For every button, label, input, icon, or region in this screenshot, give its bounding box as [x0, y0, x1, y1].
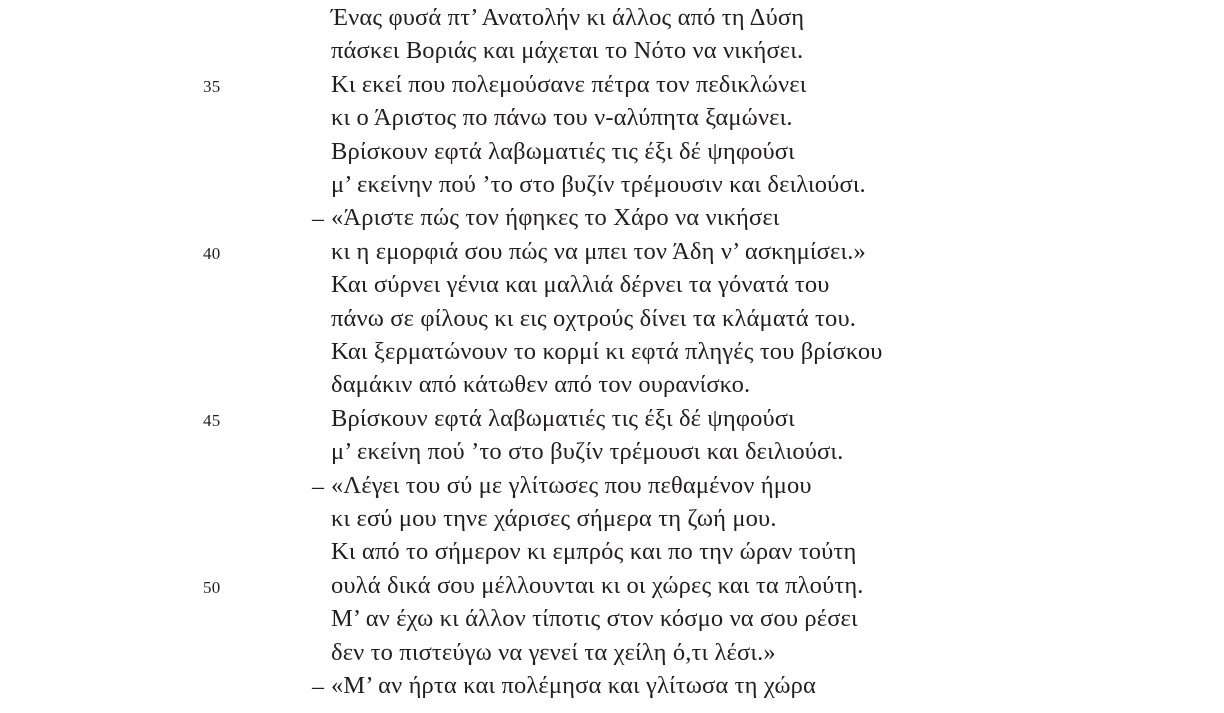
verse-text: Κι εκεί που πολεμούσανε πέτρα τον πεδικλώνει	[331, 70, 807, 98]
verse-text: ουλά δικά σου μέλλουνται κι οι χώρες και τα πλούτη.	[331, 571, 864, 599]
verse-text: πάσκει Βοριάς και μάχεται το Νότο να νικήσει.	[331, 37, 804, 65]
verse-text: Μ’ αν έχω κι άλλον τίποτις στον κόσμο να σου ρέσει	[331, 605, 858, 633]
verse-text: Βρίσκουν εφτά λαβωματιές τις έξι δέ ψηφούσι	[331, 404, 795, 432]
verse-line	[0, 404, 1224, 437]
verse-text: δαμάκιν από κάτωθεν από τον ουρανίσκο.	[331, 371, 751, 399]
verse-line	[0, 571, 1224, 604]
verse-text: δεν το πιστεύγω να γενεί τα χείλη ό,τι λέσι.»	[331, 638, 776, 666]
verse-text: κι εσύ μου τηνε χάρισες σήμερα τη ζωή μου.	[331, 505, 777, 532]
verse-text: Ένας φυσά πτ’ Ανατολήν κι άλλος από τη Δύση	[331, 4, 805, 31]
verse-line	[0, 471, 1224, 504]
verse-line	[0, 36, 1224, 69]
verse-line	[0, 137, 1224, 170]
verse-line	[0, 370, 1224, 403]
verse-line	[0, 170, 1224, 203]
verse-line	[0, 3, 1224, 36]
verse-line	[0, 103, 1224, 136]
verse-text: κι ο Άριστος πο πάνω του ν-αλύπητα ξαμώνει.	[331, 104, 793, 132]
verse-line	[0, 638, 1224, 671]
verse-text: κι η εμορφιά σου πώς να μπει τον Άδη ν’ ασκημίσει.»	[331, 237, 866, 265]
verse-text: μ’ εκείνην πού ’το στο βυζίν τρέμουσιν και δειλιούσι.	[331, 171, 866, 198]
verse-line	[0, 304, 1224, 337]
verse-line	[0, 70, 1224, 103]
verse-text: Και σύρνει γένια και μαλλιά δέρνει τα γόνατά του	[331, 271, 830, 299]
verse-line	[0, 604, 1224, 637]
dialogue-dash: –	[312, 674, 324, 700]
verse-text: «Μ’ αν ήρτα και πολέμησα και γλίτωσα τη χώρα	[331, 672, 816, 699]
verse-text: «Λέγει του σύ με γλίτωσες που πεθαμένον ήμου	[331, 471, 812, 499]
verse-line	[0, 203, 1224, 236]
verse-line	[0, 337, 1224, 370]
dialogue-dash: –	[312, 206, 324, 233]
verse-line	[0, 504, 1224, 537]
line-number: 50	[203, 577, 221, 597]
line-number: 40	[203, 243, 221, 263]
verse-line	[0, 537, 1224, 570]
verse-text: Κι από το σήμερον κι εμπρός και πο την ώραν τούτη	[331, 538, 857, 566]
verse-text: Βρίσκουν εφτά λαβωματιές τις έξι δέ ψηφούσι	[331, 137, 795, 165]
dialogue-dash: –	[312, 473, 324, 500]
verse-line	[0, 270, 1224, 303]
verse-text: «Άριστε πώς τον ήφηκες το Χάρο να νικήσει	[331, 204, 780, 232]
line-number: 45	[203, 410, 221, 430]
verse-text: μ’ εκείνη πού ’το στο βυζίν τρέμουσι και δειλιούσι.	[331, 438, 844, 466]
verse-text: Και ξερματώνουν το κορμί κι εφτά πληγές του βρίσκου	[331, 338, 883, 365]
verse-line	[0, 237, 1224, 270]
verse-text: πάνω σε φίλους κι εις οχτρούς δίνει τα κλάματά του.	[331, 304, 857, 332]
line-number: 35	[203, 76, 221, 96]
verse-line	[0, 671, 1224, 704]
verse-line	[0, 437, 1224, 470]
